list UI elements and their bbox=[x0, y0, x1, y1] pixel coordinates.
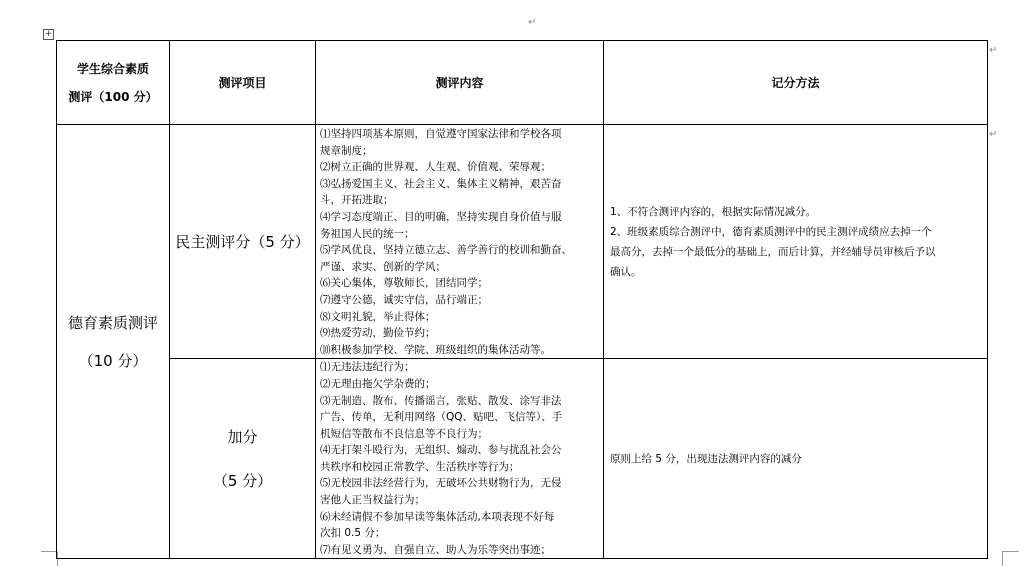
content-line: ⑻文明礼貌，举止得体； bbox=[320, 310, 436, 323]
content-line: ⑴坚持四项基本原则，自觉遵守国家法律和学校各项 bbox=[320, 128, 562, 140]
content-line: ⑵无理由拖欠学杂费的； bbox=[320, 377, 436, 390]
content-line: ⑸学风优良，坚持立德立志、善学善行的校训和勤奋、 bbox=[320, 244, 572, 257]
header-item-label: 测评项目 bbox=[218, 76, 267, 90]
content-line: 务祖国人民的统一； bbox=[320, 227, 415, 240]
content-line: ⑼热爱劳动，勤俭节约； bbox=[320, 327, 436, 340]
page-corner-mark bbox=[1002, 551, 1019, 566]
paragraph-mark: ↵ bbox=[528, 17, 537, 28]
method-line: 2、班级素质综合测评中，德育素质测评中的民主测评成绩应去掉一个 bbox=[610, 225, 932, 238]
table-header-row bbox=[57, 41, 988, 125]
content-cell-democratic bbox=[316, 125, 604, 359]
content-line: ⑹未经请假不参加早读等集体活动,本项表现不好每 bbox=[320, 510, 555, 523]
content-line: ⑵树立正确的世界观、人生观、价值观、荣辱观； bbox=[320, 161, 551, 174]
content-cell-bonus bbox=[316, 359, 604, 559]
content-line: ⑷无打架斗殴行为，无组织、煽动、参与扰乱社会公 bbox=[320, 444, 562, 457]
header-category bbox=[57, 41, 170, 125]
header-item bbox=[170, 41, 316, 125]
evaluation-table bbox=[56, 40, 988, 559]
category-line1: 德育素质测评 bbox=[67, 313, 158, 332]
content-line: ⑹关心集体，尊敬师长，团结同学； bbox=[320, 277, 488, 290]
content-line: ⑺遵守公德，诚实守信，品行端正； bbox=[320, 293, 488, 306]
header-method-label: 记分方法 bbox=[771, 76, 820, 90]
content-line: ⑺有见义勇为、自强自立、助人为乐等突出事迹； bbox=[320, 543, 551, 556]
content-line: 共秩序和校园正常教学、生活秩序等行为； bbox=[320, 460, 520, 473]
table-row bbox=[57, 125, 988, 359]
content-line: 害他人正当权益行为； bbox=[320, 494, 425, 507]
content-line: ⑴无违法违纪行为； bbox=[320, 361, 415, 374]
content-line: ⑷学习态度端正、目的明确，坚持实现自身价值与服 bbox=[320, 210, 562, 223]
content-line: 次扣 0.5 分； bbox=[320, 527, 386, 540]
content-line: 严谨、求实、创新的学风； bbox=[320, 260, 446, 273]
content-line: 斗，开拓进取； bbox=[320, 194, 394, 207]
category-cell bbox=[57, 125, 170, 559]
method-line: 确认。 bbox=[610, 265, 642, 278]
content-line: ⑶弘扬爱国主义、社会主义、集体主义精神，艰苦奋 bbox=[320, 177, 562, 190]
item-cell-democratic bbox=[170, 125, 316, 359]
header-method bbox=[604, 41, 988, 125]
method-cell-democratic bbox=[604, 125, 988, 359]
table-row bbox=[57, 359, 988, 559]
header-category-line2: 测评（100 分） bbox=[68, 89, 158, 104]
content-line: 机短信等散布不良信息等不良行为； bbox=[320, 427, 488, 440]
content-line: ⑽积极参加学校、学院、班级组织的集体活动等。 bbox=[320, 343, 551, 356]
method-line: 1、不符合测评内容的，根据实际情况减分。 bbox=[610, 205, 817, 218]
paragraph-mark: ↵ bbox=[989, 45, 998, 56]
method-cell-bonus bbox=[604, 359, 988, 559]
method-line: 最高分，去掉一个最低分的基础上，而后计算，并经辅导员审核后予以 bbox=[610, 245, 936, 258]
content-line: ⑶无制造、散布、传播谣言，张贴、散发、涂写非法 bbox=[320, 394, 562, 407]
category-line2: （10 分） bbox=[78, 351, 148, 370]
item-line1: 民主测评分（5 分） bbox=[175, 233, 310, 252]
table-move-handle-icon[interactable]: + bbox=[44, 29, 53, 39]
item-line1: 加分 bbox=[227, 427, 258, 446]
item-line2: （5 分） bbox=[212, 471, 273, 490]
content-line: 规章制度； bbox=[320, 144, 373, 157]
content-line: ⑸无校园非法经营行为，无破坏公共财物行为，无侵 bbox=[320, 477, 562, 490]
item-cell-bonus bbox=[170, 359, 316, 559]
header-category-line1: 学生综合素质 bbox=[76, 61, 149, 76]
header-content-label: 测评内容 bbox=[435, 76, 484, 90]
method-line: 原则上给 5 分，出现违法测评内容的减分 bbox=[610, 452, 802, 465]
paragraph-mark: ↵ bbox=[989, 129, 998, 140]
content-line: 广告、传单，无利用网络（QQ、贴吧、飞信等）、手 bbox=[320, 411, 563, 424]
header-content bbox=[316, 41, 604, 125]
